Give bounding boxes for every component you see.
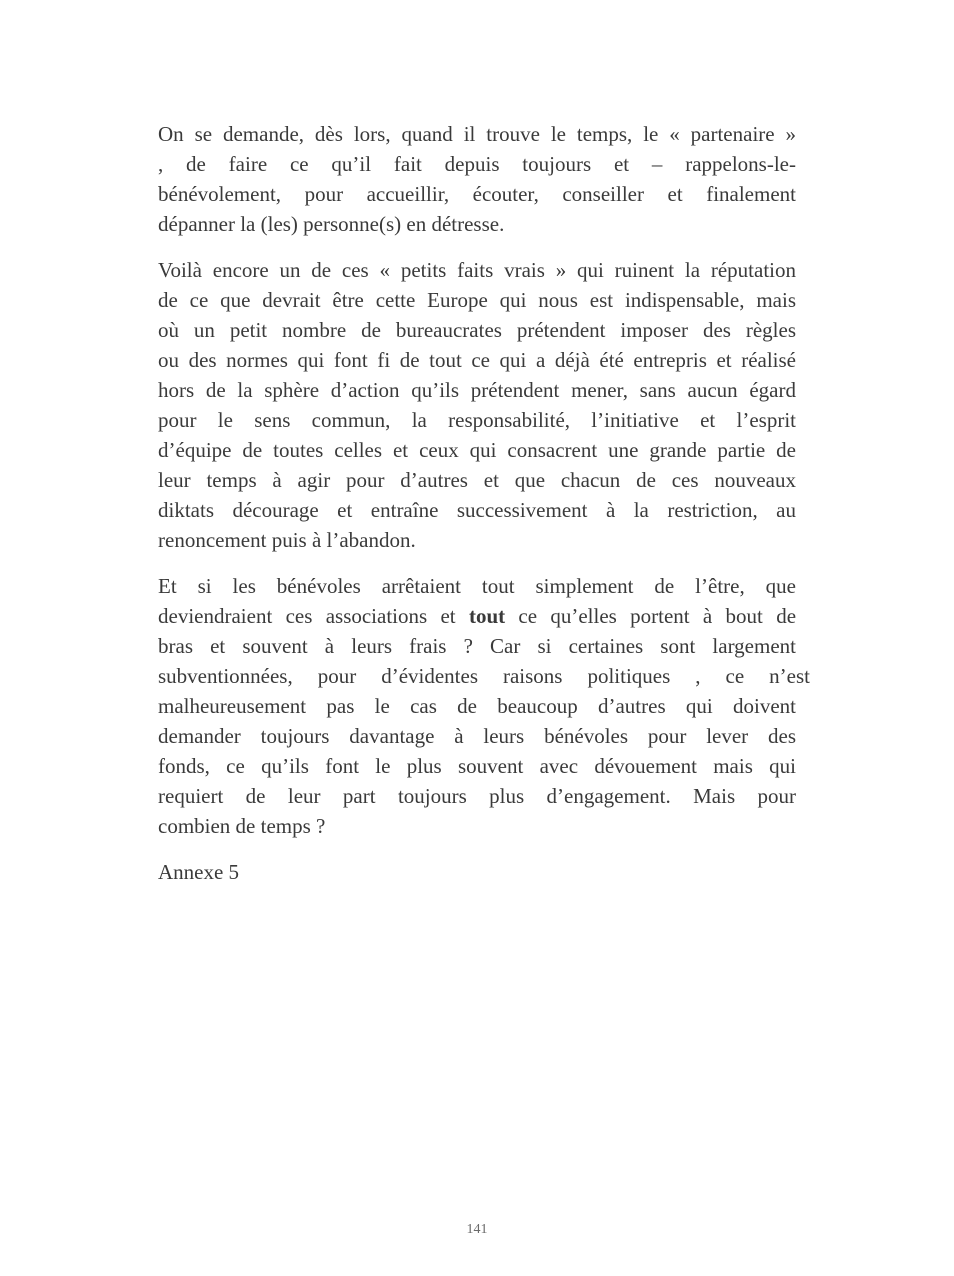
text-line: , de faire ce qu’il fait depuis toujours et – rappelons-le- bbox=[158, 152, 796, 176]
text-line: diktats décourage et entraîne successivement à la restriction, au bbox=[158, 498, 796, 522]
paragraph-3 bbox=[158, 571, 810, 841]
text-line: hors de la sphère d’action qu’ils prétendent mener, sans aucun égard bbox=[158, 378, 796, 402]
text-line: renoncement puis à l’abandon. bbox=[158, 528, 416, 552]
text-line: requiert de leur part toujours plus d’engagement. Mais pour bbox=[158, 784, 796, 808]
text-line: fonds, ce qu’ils font le plus souvent avec dévouement mais qui bbox=[158, 754, 796, 778]
text-line: leur temps à agir pour d’autres et que chacun de ces nouveaux bbox=[158, 468, 796, 492]
text-line: Voilà encore un de ces « petits faits vrais » qui ruinent la réputation bbox=[158, 258, 796, 282]
text-line: d’équipe de toutes celles et ceux qui consacrent une grande partie de bbox=[158, 438, 796, 462]
text-line: ou des normes qui font fi de tout ce qui a déjà été entrepris et réalisé bbox=[158, 348, 796, 372]
text-fragment: ce qu’elles portent à bout de bbox=[505, 604, 797, 628]
text-line: malheureusement pas le cas de beaucoup d’autres qui doivent bbox=[158, 694, 796, 718]
text-line: bras et souvent à leurs frais ? Car si certaines sont largement bbox=[158, 634, 796, 658]
text-line: dépanner la (les) personne(s) en détresse. bbox=[158, 212, 505, 236]
text-line: pour le sens commun, la responsabilité, l’initiative et l’esprit bbox=[158, 408, 796, 432]
text-line: de ce que devrait être cette Europe qui nous est indispensable, mais bbox=[158, 288, 796, 312]
text-line-with-emphasis bbox=[158, 601, 796, 631]
text-line: Et si les bénévoles arrêtaient tout simplement de l’être, que bbox=[158, 574, 796, 598]
text-line: demander toujours davantage à leurs bénévoles pour lever des bbox=[158, 724, 796, 748]
bold-word: tout bbox=[468, 604, 506, 628]
text-line: bénévolement, pour accueillir, écouter, conseiller et finalement bbox=[158, 182, 796, 206]
text-line: On se demande, dès lors, quand il trouve le temps, le « partenaire » bbox=[158, 122, 796, 146]
text-line: où un petit nombre de bureaucrates prétendent imposer des règles bbox=[158, 318, 796, 342]
page-body bbox=[158, 119, 810, 887]
text-line: combien de temps ? bbox=[158, 814, 326, 838]
page-number: 141 bbox=[466, 1222, 488, 1237]
paragraph-1 bbox=[158, 119, 796, 239]
text-fragment: deviendraient ces associations et bbox=[158, 604, 469, 628]
paragraph-2 bbox=[158, 255, 796, 555]
text-line: subventionnées, pour d’évidentes raisons politiques , ce n’est bbox=[158, 664, 810, 688]
annex-label: Annexe 5 bbox=[158, 860, 240, 884]
